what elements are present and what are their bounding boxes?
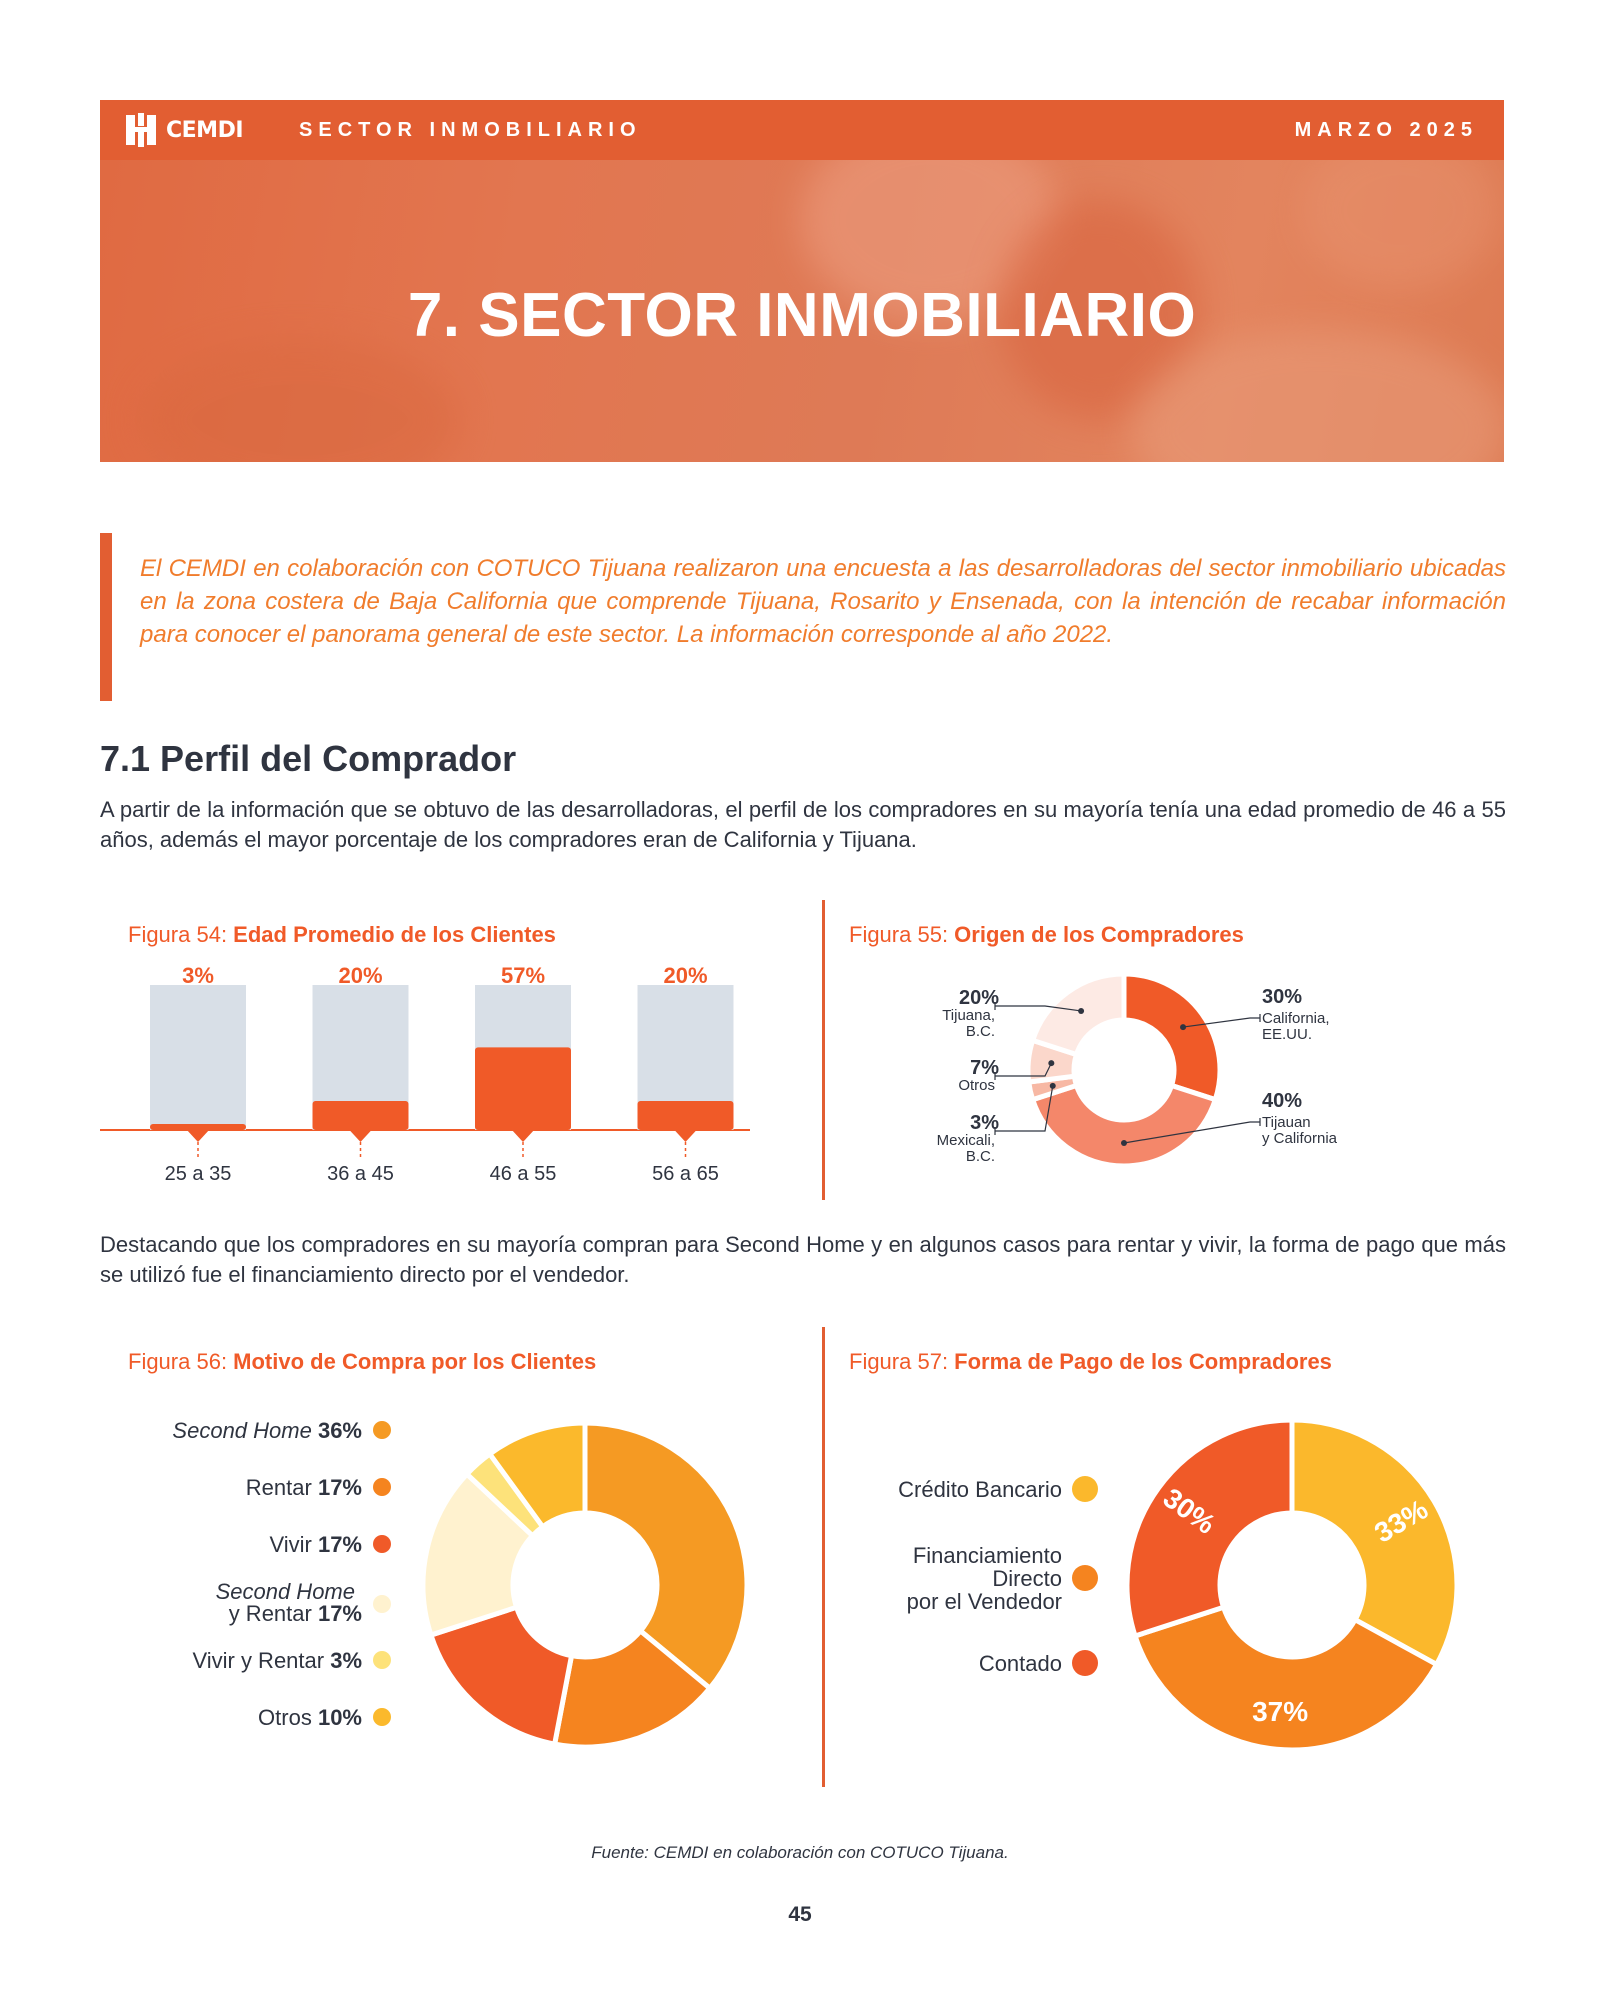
source-footnote: Fuente: CEMDI en colaboración con COTUCO Tijuana.: [591, 1843, 1009, 1862]
logo-text: CEMDI: [166, 117, 244, 143]
legend-swatch: [373, 1651, 391, 1669]
purchase-reason-donut-chart: [100, 1400, 760, 1770]
bar-track: [150, 985, 246, 1130]
header-section-title: SECTOR INMOBILIARIO: [299, 118, 642, 141]
hero-banner: [100, 160, 1504, 462]
slice-percent-label: 20%: [958, 987, 999, 1009]
bar-value-label: 57%: [500, 963, 546, 988]
cemdi-logo-icon: [126, 113, 158, 147]
slice-percent-label: 7%: [970, 1057, 999, 1079]
slice-name-label: Otros: [958, 1077, 995, 1094]
section-heading: 7.1 Perfil del Comprador: [100, 738, 517, 779]
figure-56-title: Figura 56: Motivo de Compra por los Clientes: [128, 1349, 597, 1374]
bar: [313, 1101, 409, 1130]
bar-value-label: 20%: [338, 963, 383, 988]
slice-percent-label: 33%: [1369, 1493, 1434, 1549]
slice-name-label: EE.UU.: [1262, 1026, 1313, 1043]
legend-label: Second Home 36%: [172, 1418, 362, 1443]
slice-name-label: B.C.: [965, 1023, 995, 1040]
legend-swatch: [373, 1595, 391, 1613]
slice-name-label: B.C.: [965, 1148, 995, 1165]
x-tick-label: 46 a 55: [489, 1163, 557, 1185]
figure-divider: [822, 1327, 825, 1787]
legend-label: Vivir y Rentar 3%: [192, 1648, 362, 1673]
slice-percent-label: 30%: [1262, 986, 1303, 1008]
legend-label: Rentar 17%: [245, 1475, 362, 1500]
origin-slice: [1033, 974, 1124, 1055]
x-tick-label: 56 a 65: [652, 1163, 719, 1185]
cemdi-logo: [126, 113, 243, 147]
bar-value-label: 3%: [182, 963, 214, 988]
legend-label: Financiamiento: [912, 1543, 1062, 1568]
bar-value-label: 20%: [663, 963, 708, 988]
paragraph-buyer-profile: A partir de la información que se obtuvo de las desarrolladoras, el perfil de los compradores en su mayoría tenía una edad promedio de 46 a 55 años, además el mayor porcentaje de los compradores eran de California y Tijuana.: [100, 797, 1506, 852]
legend-label: Second Home: [215, 1579, 355, 1604]
bar-marker: [186, 1129, 210, 1142]
legend-label: Contado: [978, 1651, 1062, 1676]
legend-swatch: [1072, 1476, 1098, 1502]
intro-quote: El CEMDI en colaboración con COTUCO Tijuana realizaron una encuesta a las desarrolladoras del sector inmobiliario ubicadas en la zona costera de Baja California que comprende Tijuana, Rosarito y Ensenada, con la intención de recabar información para conocer el panorama general de este sector. La información corresponde al año 2022.: [140, 555, 1506, 648]
x-tick-label: 25 a 35: [164, 1163, 232, 1185]
legend-label: por el Vendedor: [906, 1589, 1062, 1614]
legend-label: Otros 10%: [258, 1705, 362, 1730]
legend-swatch: [373, 1535, 391, 1553]
bar-marker: [349, 1129, 373, 1142]
reason-slice: [585, 1423, 747, 1688]
legend-label: Directo: [992, 1566, 1062, 1591]
origin-slice: [1033, 1085, 1216, 1166]
payment-method-donut-chart: [840, 1400, 1500, 1770]
age-bar-chart: [100, 955, 760, 1195]
legend-swatch: [373, 1708, 391, 1726]
slice-name-label: California,: [1262, 1010, 1330, 1027]
figure-divider: [822, 900, 825, 1200]
header-bar: [100, 100, 1504, 160]
page-number: 45: [788, 1903, 812, 1926]
legend-swatch: [373, 1478, 391, 1496]
legend-swatch: [1072, 1650, 1098, 1676]
figure-54-title: Figura 54: Edad Promedio de los Clientes: [128, 922, 556, 947]
bar-marker: [674, 1129, 698, 1142]
bar: [475, 1047, 571, 1130]
slice-name-label: y California: [1262, 1130, 1338, 1147]
bar-marker: [511, 1129, 535, 1142]
slice-percent-label: 30%: [1157, 1482, 1222, 1541]
legend-label: Vivir 17%: [269, 1532, 362, 1557]
legend-label: Crédito Bancario: [898, 1477, 1062, 1502]
origin-donut-chart: [920, 965, 1370, 1180]
slice-name-label: Mexicali,: [936, 1132, 995, 1149]
header-date: MARZO 2025: [1294, 118, 1478, 141]
legend-swatch: [1072, 1565, 1098, 1591]
quote-accent-bar: [100, 533, 112, 701]
legend-label: y Rentar 17%: [228, 1601, 362, 1626]
x-tick-label: 36 a 45: [327, 1163, 394, 1185]
hero-title: 7. SECTOR INMOBILIARIO: [407, 281, 1197, 350]
figure-55-title: Figura 55: Origen de los Compradores: [849, 922, 1244, 947]
slice-name-label: Tijuana,: [942, 1007, 995, 1024]
slice-percent-label: 40%: [1262, 1090, 1303, 1112]
slice-percent-label: 37%: [1252, 1695, 1309, 1727]
slice-percent-label: 3%: [970, 1112, 999, 1134]
bar: [638, 1101, 734, 1130]
origin-slice: [1124, 974, 1220, 1100]
slice-name-label: Tijauan: [1262, 1114, 1311, 1131]
figure-57-title: Figura 57: Forma de Pago de los Compradores: [849, 1349, 1332, 1374]
legend-swatch: [373, 1421, 391, 1439]
paragraph-purchase: Destacando que los compradores en su mayoría compran para Second Home y en algunos casos para rentar y vivir, la forma de pago que más se utilizó fue el financiamiento directo por el vendedor.: [100, 1232, 1506, 1287]
